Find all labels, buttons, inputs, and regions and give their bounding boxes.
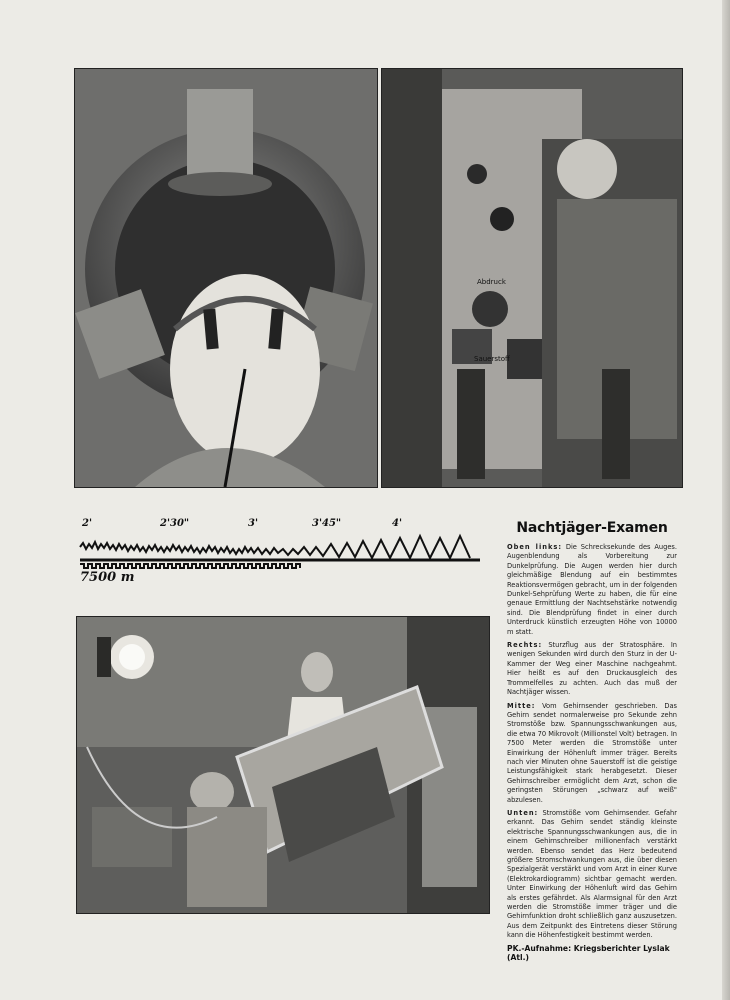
caption-top-left (507, 542, 677, 636)
panel-label-2: Sauerstoff (474, 355, 510, 363)
time-baseline (80, 564, 300, 568)
photo-credit: PK.-Aufnahme: Kriegsberichter Lyslak (Atl.) (507, 943, 670, 962)
caption-bottom (507, 808, 677, 940)
brainwave-recording (76, 512, 484, 592)
photo-chamber-panel (381, 68, 683, 488)
photo-glare-test (74, 68, 378, 488)
time-mark-3: 3' (248, 518, 259, 529)
caption-text: Die Schrecksekunde des Auges. Augenblendung als Vorbereitung zur Dunkelprüfung. Die Augen werden hier durch gleichmäßige Blendung auf ein bestimmtes Reaktionsvermögen gebracht, um in der folgenden Dunkel-Sehprüfung Werte zu haben, die für eine genaue Ermittlung der Nachtsehstärke notwendig sind. Die Blendprüfung findet in einer durch Unterdruck künstlich erzeugten Höhe von 10000 m statt. (507, 542, 677, 636)
time-mark-2: 2'30" (160, 518, 190, 529)
page-edge (722, 0, 730, 1000)
altitude-label: 7500 m (80, 570, 135, 585)
article-title: Nachtjäger-Examen (516, 520, 668, 536)
caption-middle (507, 701, 677, 804)
caption-lead: Mitte: (507, 700, 536, 710)
time-mark-1: 2' (82, 518, 93, 529)
caption-lead: Rechts: (507, 640, 543, 650)
panel-label-1: Abdruck (477, 278, 506, 286)
caption-text: Stromstöße vom Gehirnsender. Gefahr erkannt. Das Gehirn sendet ständig kleinste elektrische Spannungsschwankungen aus, die in einem Gehirnschreiber millionenfach verstärkt werden. Ebenso sendet das Herz bedeutend größere Stromschwankungen aus, die über diesen Spezialgerät verstärkt und vom Arzt in einer Kurve (Elektrokardiogramm) sichtbar gemacht werden. Unter Einwirkung der Höhenluft wird das Gehirn als erstes gefährdet. Als Alarmsignal für den Arzt werden die Stromstöße immer träger und die Gehirnfunktion droht schließlich ganz auszusetzen. Aus dem Zeitpunkt des Eintretens dieser Störung kann die Höhenfestigkeit bestimmt werden. (507, 807, 678, 940)
caption-text: Sturzflug aus der Stratosphäre. In wenigen Sekunden wird durch den Sturz in der U-Kammer der Weg einer Maschine nachgeahmt. Hier heißt es auf den Druckausgleich des Trommelfelles zu achten. Auch das muß der Nachtjäger wissen. (507, 640, 677, 697)
article (507, 520, 677, 962)
time-mark-5: 4' (392, 518, 403, 529)
caption-text: Vom Gehirnsender geschrieben. Das Gehirn sendet normalerweise pro Sekunde zehn Stromstöße bzw. Spannungsschwankungen aus, die etwa 70 Mikrovolt (Millionstel Volt) betragen. In 7500 Meter werden die Stromstöße unter Einwirkung der Höhenluft immer träger. Bereits nach vier Minuten ohne Sauerstoff ist die geistige Leistungsfähigkeit stark herabgesetzt. Dieser Gehirnschreiber ermöglicht dem Arzt, schon die geringsten Störungen „schwarz auf weiß" abzulesen. (507, 700, 677, 804)
time-mark-4: 3'45" (312, 518, 342, 529)
caption-lead: Oben links: (507, 542, 563, 551)
caption-right (507, 640, 677, 696)
brainwave-trace (80, 536, 470, 558)
caption-lead: Unten: (507, 807, 539, 817)
photo-eeg-test (76, 616, 490, 914)
